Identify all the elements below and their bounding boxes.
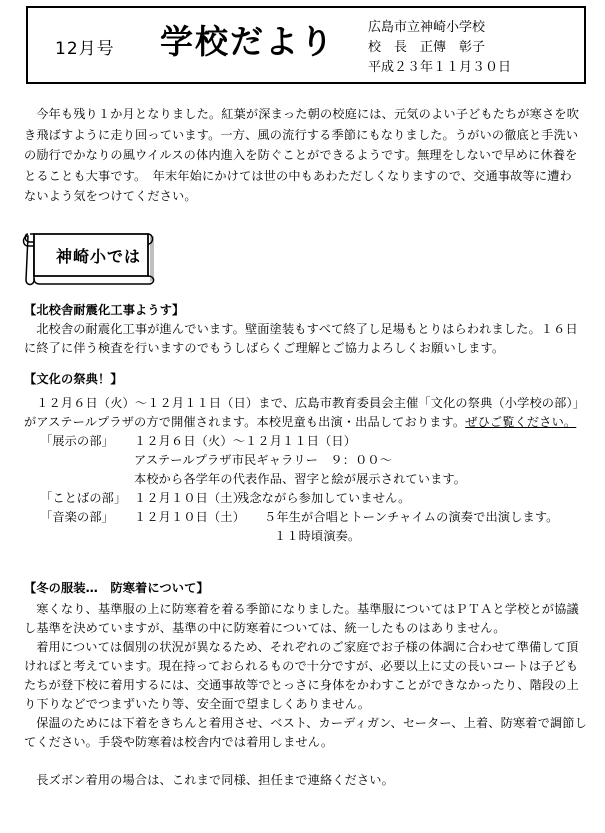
winter-paragraph-2: 着用については個別の状況が異なるため、それぞれのご家庭でお子様の体調に合わせて準備して頂ければと考えています。現在持っておられるもので十分ですが、必要以上に丈の長いコートは子どもたちが登下校に着用するには、交通事故等でとっさに身体をかわすことができなかったり、階段の上り下りなどでつまずいたり等、安全面で望ましくありません。 [24,640,579,711]
winter-paragraph-4: 長ズボン着用の場合は、これまで同様、担任まで連絡ください。 [36,773,394,787]
issue-label: 12月号 [55,39,115,59]
section-title-quake: 【北校舎耐震化工事ようす】 [24,303,185,317]
words-date: １２月１０日（土） [134,491,246,505]
section-winter [24,579,589,790]
banner-label: 神崎小では [56,247,142,266]
exhibit-place: アステールプラザ市民ギャラリー ９：００～ [134,453,393,467]
section-title-festival: 【文化の祭典！】 [24,372,123,386]
music-date: １２月１０日（土） [134,510,246,524]
section-festival [24,370,589,546]
exhibit-row [24,432,589,451]
winter-paragraph-1: 寒くなり、基準服の上に防寒着を着る季節になりました。基準服についてはＰＴＡと学校とが協議し基準を決めていますが、基準の中に防寒着については、統一したものはありません。 [24,602,579,635]
festival-body-text: １２月６日（火）～１２月１１日（日）まで、広島市教育委員会主催「文化の祭典（小学校の部）」がアステールプラザの方で開催されます。本校児童も出演・出品しております。 [24,396,586,429]
exhibit-note: 本校から各学年の代表作品、習字と絵が展示されています。 [134,472,467,486]
issue-date: 平成２３年１１月３０日 [368,60,512,75]
section-banner [20,222,160,290]
school-info [368,18,511,78]
words-note: 残念ながら参加していません。 [237,491,411,505]
section-quake [24,301,589,358]
music-row [24,508,589,527]
music-note: ５年生が合唱とトーンチャイムの演奏で出演します。 [264,510,559,524]
festival-invite-text: ぜひご覧ください。 [465,415,577,429]
section-title-winter: 【冬の服装… 防寒着について】 [24,581,209,595]
words-row [24,489,589,508]
exhibit-note-row [24,470,589,489]
music-label: 「音楽の部」 [40,510,115,524]
header-box [26,6,586,84]
exhibit-label: 「展示の部」 [40,434,115,448]
exhibit-date: １２月６日（火）～１２月１１日（日） [134,434,357,448]
section-body-festival [24,394,589,432]
music-time: １１時頃演奏。 [274,529,361,543]
school-name: 広島市立神崎小学校 [368,20,486,35]
words-label: 「ことばの部」 [40,491,127,505]
winter-paragraph-3: 保温のためには下着をきちんと着用させ、ベスト、カーディガン、セーター、上着、防寒着で調節してください。手袋や防寒着は校舎内では着用しません。 [24,716,587,749]
intro-paragraph: 今年も残り１か月となりました。紅葉が深まった朝の校庭には、元気のよい子どもたちが寒さを吹き飛ばすように走り回っています。一方、風の流行する季節にもなりました。うがいの徹底と手洗いの励行でかなりの風ウイルスの体内進入を防ぐことができるようです。無理をしないで早めに休養をとることも大事です。 年末年始にかけては世の中もあわただしくなりますので、交通事故等に遭わないよう気をつけてください。 [24,107,580,203]
section-body-quake: 北校舎の耐震化工事が進んでいます。壁面塗装もすべて終了し足場もとりはらわれました。１６日に終了に伴う検査を行いますのでもうしばらくご理解とご協力よろしくお願いします。 [24,322,578,355]
music-time-row [24,527,589,546]
principal-name: 校 長 正傳 彰子 [368,40,486,55]
newsletter-title: 学校だより [160,22,335,61]
exhibit-place-row [24,451,589,470]
